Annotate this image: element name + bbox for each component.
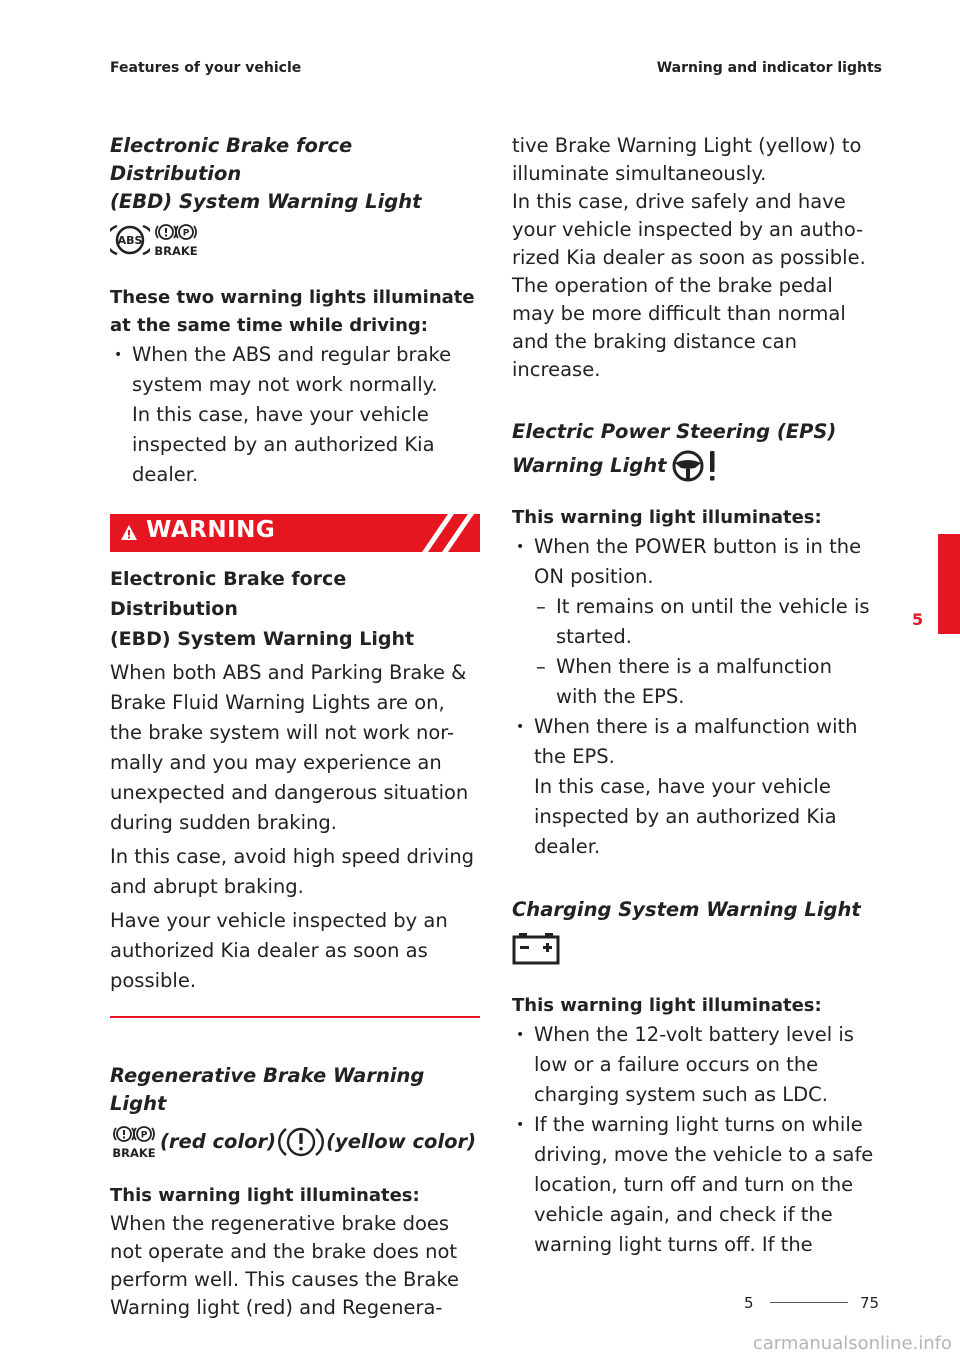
eps-bullet-line: • When there is a malfunction with <box>534 715 858 738</box>
eps-bullet-2 <box>512 712 882 862</box>
footer-page-number: 75 <box>860 1294 880 1312</box>
eps-dash-line: – When there is a malfunction <box>556 655 832 678</box>
charging-subheading: This warning light illuminates: <box>512 995 822 1016</box>
chapter-side-number: 5 <box>912 610 924 629</box>
svg-text:P: P <box>182 228 190 239</box>
eps-dash-line: with the EPS. <box>556 685 685 708</box>
abs-warning-icon <box>110 222 150 258</box>
header-section-title: Features of your vehicle <box>110 60 302 76</box>
brake-warning-icon <box>110 1124 158 1160</box>
ebd-subheading-line1: These two warning lights illuminate <box>110 287 475 308</box>
eps-subheading: This warning light illuminates: <box>512 507 822 528</box>
eps-title-line2: Warning Light <box>512 454 667 477</box>
brake-icon-text: BRAKE <box>154 244 198 258</box>
regen-continued-line: tive Brake Warning Light (yellow) to <box>512 134 862 157</box>
ebd-bullet <box>110 340 480 490</box>
charging-bullet-line: vehicle again, and check if the <box>534 1203 833 1226</box>
warning-end-rule <box>110 1016 480 1018</box>
charging-bullet-line: location, turn off and turn on the <box>534 1173 854 1196</box>
regen-yellow-color-label: (yellow color) <box>326 1129 477 1153</box>
ebd-bullet-line: dealer. <box>132 463 199 486</box>
watermark: carmanualsonline.info <box>752 1333 952 1354</box>
charging-bullet-line: low or a failure occurs on the <box>534 1053 819 1076</box>
regen-continued-line: your vehicle inspected by an autho- <box>512 218 864 241</box>
charging-bullet-line: • If the warning light turns on while <box>534 1113 863 1136</box>
ebd-title-line2: (EBD) System Warning Light <box>110 190 422 213</box>
eps-bullet-line: dealer. <box>534 835 601 858</box>
eps-dash-1 <box>512 592 882 652</box>
svg-text:P: P <box>140 1130 148 1140</box>
ebd-bullet-line: system may not work normally. <box>132 373 438 396</box>
regen-continued-line: In this case, drive safely and have <box>512 190 846 213</box>
charging-bullet-2 <box>512 1110 882 1260</box>
regen-icons-row <box>110 1124 480 1160</box>
eps-dash-line: started. <box>556 625 632 648</box>
warning-subheading-line1: Electronic Brake force Distribution <box>110 568 347 620</box>
regen-continued-line: increase. <box>512 358 601 381</box>
eps-bullet-1 <box>512 532 882 592</box>
regen-title: Regenerative Brake Warning Light <box>110 1063 425 1115</box>
warning-line: Brake Fluid Warning Lights are on, <box>110 691 445 714</box>
battery-icon <box>512 931 560 965</box>
eps-title-line1: Electric Power Steering (EPS) <box>512 420 837 443</box>
warning-line: during sudden braking. <box>110 811 337 834</box>
ebd-title-line1: Electronic Brake force Distribution <box>110 134 353 185</box>
eps-dash-2 <box>512 652 882 712</box>
charging-bullet-line: warning light turns off. If the <box>534 1233 813 1256</box>
exclamation-circle-icon <box>278 1124 324 1160</box>
regen-continued-line: may be more difficult than normal <box>512 302 846 325</box>
right-column <box>512 128 882 1260</box>
brake-warning-icon <box>152 222 200 258</box>
header-chapter-title: Warning and indicator lights <box>656 60 882 76</box>
charging-bullet-1 <box>512 1020 882 1110</box>
eps-title-row <box>512 446 882 486</box>
ebd-icons <box>110 222 480 258</box>
warning-label: WARNING <box>146 517 276 543</box>
footer-rule <box>770 1302 848 1303</box>
eps-dash-line: – It remains on until the vehicle is <box>556 595 870 618</box>
charging-bullet-line: charging system such as LDC. <box>534 1083 828 1106</box>
regen-line: not operate and the brake does not <box>110 1239 458 1263</box>
warning-triangle-icon <box>120 524 138 541</box>
charging-title: Charging System Warning Light <box>512 898 861 921</box>
warning-body <box>110 658 480 996</box>
charging-bullet-line: • When the 12-volt battery level is <box>534 1023 854 1046</box>
regen-red-color-label: (red color) <box>160 1129 277 1153</box>
regen-line: perform well. This causes the Brake <box>110 1267 459 1291</box>
regen-continued-line: The operation of the brake pedal <box>512 274 833 297</box>
brake-icon-text: BRAKE <box>112 1145 156 1160</box>
charging-bullet-line: driving, move the vehicle to a safe <box>534 1143 874 1166</box>
regen-continued-line: rized Kia dealer as soon as possible. <box>512 246 866 269</box>
warning-line: the brake system will not work nor- <box>110 721 455 744</box>
warning-subheading-line2: (EBD) System Warning Light <box>110 628 415 650</box>
left-column <box>110 128 480 1322</box>
ebd-bullet-line: inspected by an authorized Kia <box>132 433 435 456</box>
ebd-bullet-line: In this case, have your vehicle <box>132 403 429 426</box>
regen-continued-line: and the braking distance can <box>512 330 797 353</box>
eps-bullet-line: the EPS. <box>534 745 615 768</box>
warning-line: authorized Kia dealer as soon as <box>110 939 428 962</box>
steering-wheel-warning-icon <box>668 448 720 484</box>
warning-stripes <box>420 514 480 552</box>
warning-line: unexpected and dangerous situation <box>110 781 469 804</box>
ebd-bullet-line: • When the ABS and regular brake <box>132 343 452 366</box>
warning-line: Have your vehicle inspected by an <box>110 909 448 932</box>
warning-line: and abrupt braking. <box>110 875 304 898</box>
warning-banner <box>110 514 480 552</box>
chapter-side-tab <box>938 534 960 634</box>
warning-line: When both ABS and Parking Brake & <box>110 661 467 684</box>
charging-icon-row <box>512 930 882 966</box>
abs-icon-text: ABS <box>117 234 143 247</box>
regen-continued-line: illuminate simultaneously. <box>512 162 767 185</box>
eps-bullet-line: ON position. <box>534 565 654 588</box>
regen-line: When the regenerative brake does <box>110 1211 450 1235</box>
eps-bullet-line: • When the POWER button is in the <box>534 535 862 558</box>
footer-section-number: 5 <box>744 1294 754 1312</box>
ebd-subheading-line2: at the same time while driving: <box>110 315 428 336</box>
warning-line: possible. <box>110 969 197 992</box>
regen-line: Warning light (red) and Regenera- <box>110 1295 443 1319</box>
warning-line: mally and you may experience an <box>110 751 442 774</box>
eps-bullet-line: inspected by an authorized Kia <box>534 805 837 828</box>
eps-bullet-line: In this case, have your vehicle <box>534 775 831 798</box>
warning-line: In this case, avoid high speed driving <box>110 845 475 868</box>
regen-subheading: This warning light illuminates: <box>110 1184 420 1206</box>
